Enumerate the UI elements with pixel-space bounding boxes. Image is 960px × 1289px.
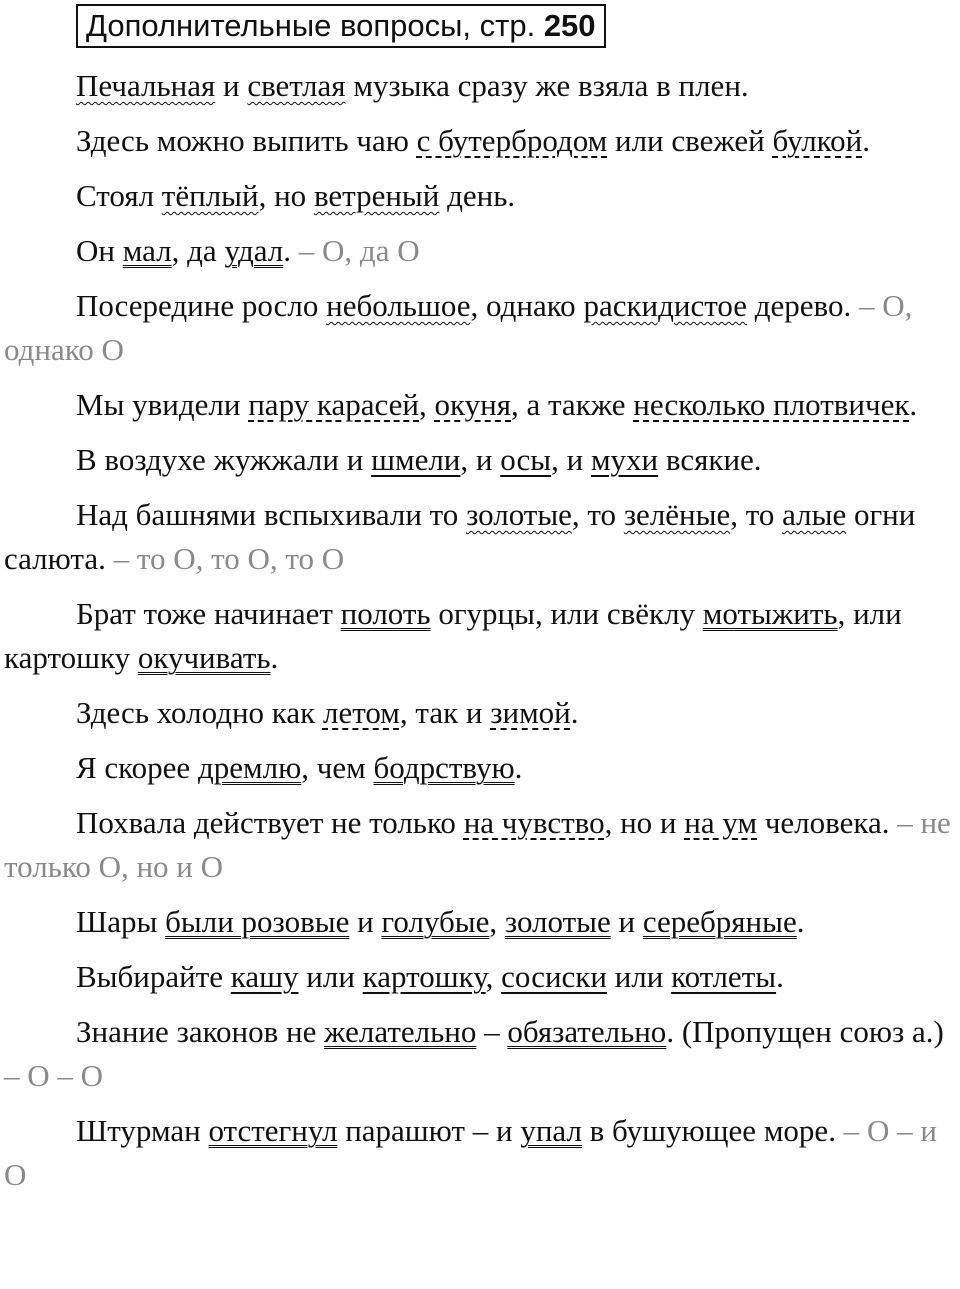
underlined-member: мухи <box>590 442 659 477</box>
text-segment: , <box>489 904 505 939</box>
text-segment: день. <box>439 178 516 213</box>
scheme-note: – то О, то О, то О <box>113 541 345 576</box>
underlined-member: на ум <box>684 805 758 840</box>
text-segment: . <box>796 904 805 939</box>
text-segment: , <box>485 959 502 994</box>
sentence <box>4 691 956 735</box>
sentence <box>4 64 956 108</box>
underlined-member: тёплый <box>161 178 259 213</box>
underlined-member: бодрствую <box>373 750 515 785</box>
underlined-member: ветреный <box>313 178 440 213</box>
scheme-note: – не только О, но и О <box>4 805 951 884</box>
text-segment: , так и <box>399 695 491 730</box>
text-segment: всякие. <box>658 442 762 477</box>
underlined-member: мотыжить <box>702 596 838 631</box>
underlined-member: несколько плотвичек <box>633 387 910 422</box>
text-segment: . <box>270 640 279 675</box>
text-segment: . <box>776 959 784 994</box>
text-segment: и <box>349 904 382 939</box>
text-segment: огурцы, или свёклу <box>430 596 703 631</box>
text-segment: человека. <box>757 805 898 840</box>
text-segment: , но <box>258 178 314 213</box>
text-segment: огни салюта. <box>4 497 916 576</box>
text-segment: , чем <box>301 750 374 785</box>
text-segment: Здесь можно выпить чаю <box>76 123 417 158</box>
text-segment: или <box>298 959 363 994</box>
text-segment: Выбирайте <box>76 959 231 994</box>
text-segment: Над башнями вспыхивали то <box>76 497 467 532</box>
text-segment: , то <box>571 497 624 532</box>
text-segment: музыка сразу же взяла в плен. <box>345 68 749 103</box>
sentence <box>4 592 956 680</box>
text-segment: и <box>610 904 643 939</box>
underlined-member: зелёные <box>623 497 731 532</box>
title-text: Дополнительные вопросы, стр. <box>86 8 544 43</box>
text-segment: , и <box>460 442 501 477</box>
sentence <box>4 174 956 218</box>
underlined-member: окучивать <box>137 640 271 675</box>
text-segment: . <box>862 123 871 158</box>
text-segment: . <box>909 387 918 422</box>
underlined-member: шмели <box>371 442 461 477</box>
sentence <box>4 438 956 482</box>
sentence <box>4 1010 956 1098</box>
underlined-member: сосиски <box>501 959 607 994</box>
text-segment: в бушующее море. <box>581 1113 844 1148</box>
underlined-member: голубые <box>381 904 490 939</box>
underlined-member: осы <box>500 442 552 477</box>
text-segment: Стоял <box>76 178 162 213</box>
underlined-member: обязательно <box>507 1014 667 1049</box>
text-segment: , и <box>551 442 591 477</box>
underlined-member: зимой <box>490 695 571 730</box>
underlined-member: летом <box>322 695 400 730</box>
text-segment: Шары <box>76 904 166 939</box>
underlined-member: раскидистое <box>583 288 748 323</box>
underlined-member: пару карасей <box>248 387 420 422</box>
text-segment: Посередине росло <box>76 288 327 323</box>
underlined-member: серебряные <box>642 904 797 939</box>
sentence <box>4 119 956 163</box>
underlined-member: светлая <box>247 68 346 103</box>
text-segment: – <box>476 1014 508 1049</box>
underlined-member: на чувство <box>463 805 605 840</box>
underlined-member: кашу <box>230 959 299 994</box>
sentence <box>4 801 956 889</box>
sentence <box>4 383 956 427</box>
scheme-note: – О, да О <box>298 233 420 268</box>
text-segment: . <box>283 233 299 268</box>
sentence <box>4 1109 956 1197</box>
text-segment: В воздухе жужжали и <box>76 442 372 477</box>
underlined-member: золотые <box>466 497 572 532</box>
text-segment: парашют – и <box>337 1113 521 1148</box>
scheme-note: – О – О <box>4 1058 104 1093</box>
sentence-list <box>4 64 956 1208</box>
text-segment: , а также <box>511 387 634 422</box>
text-segment: Здесь холодно как <box>76 695 323 730</box>
text-segment: , да <box>171 233 225 268</box>
text-segment: . <box>514 750 523 785</box>
underlined-member: алые <box>782 497 847 532</box>
text-segment: Похвала действует не только <box>76 805 464 840</box>
underlined-member: желательно <box>324 1014 477 1049</box>
page-title <box>76 4 606 48</box>
underlined-member: удал <box>224 233 284 268</box>
sentence <box>4 900 956 944</box>
text-segment: . (Пропущен союз а.) <box>666 1014 944 1049</box>
text-segment: Знание законов не <box>76 1014 325 1049</box>
text-segment: , но и <box>604 805 685 840</box>
sentence <box>4 746 956 790</box>
text-segment: , или картошку <box>4 596 902 675</box>
sentence <box>4 229 956 273</box>
text-segment: или свежей <box>607 123 773 158</box>
sentence <box>4 284 956 372</box>
sentence <box>4 955 956 999</box>
underlined-member: котлеты <box>671 959 777 994</box>
text-segment: или <box>606 959 672 994</box>
underlined-member: отстегнул <box>208 1113 338 1148</box>
title-page-number: 250 <box>543 8 596 43</box>
underlined-member: Печальная <box>76 68 216 103</box>
text-segment: . <box>570 695 579 730</box>
underlined-member: золотые <box>504 904 611 939</box>
underlined-member: упал <box>520 1113 582 1148</box>
text-segment: Штурман <box>76 1113 209 1148</box>
underlined-member: с бутербродом <box>416 123 608 158</box>
text-segment: , <box>419 387 435 422</box>
underlined-member: мал <box>122 233 172 268</box>
scheme-note: – О, однако О <box>4 288 913 367</box>
underlined-member: полоть <box>340 596 431 631</box>
text-segment: , однако <box>470 288 584 323</box>
text-segment: Мы увидели <box>76 387 249 422</box>
text-segment: Я скорее <box>76 750 198 785</box>
underlined-member: небольшое <box>326 288 471 323</box>
text-segment: дерево. <box>747 288 859 323</box>
text-segment: и <box>215 68 248 103</box>
text-segment: Он <box>76 233 123 268</box>
sentence <box>4 493 956 581</box>
scheme-note: – О – и О <box>4 1113 937 1192</box>
underlined-member: картошку <box>362 959 486 994</box>
underlined-member: окуня <box>434 387 511 422</box>
underlined-member: были розовые <box>165 904 350 939</box>
underlined-member: булкой <box>772 123 863 158</box>
text-segment: , то <box>730 497 783 532</box>
text-segment: Брат тоже начинает <box>76 596 341 631</box>
underlined-member: дремлю <box>197 750 302 785</box>
